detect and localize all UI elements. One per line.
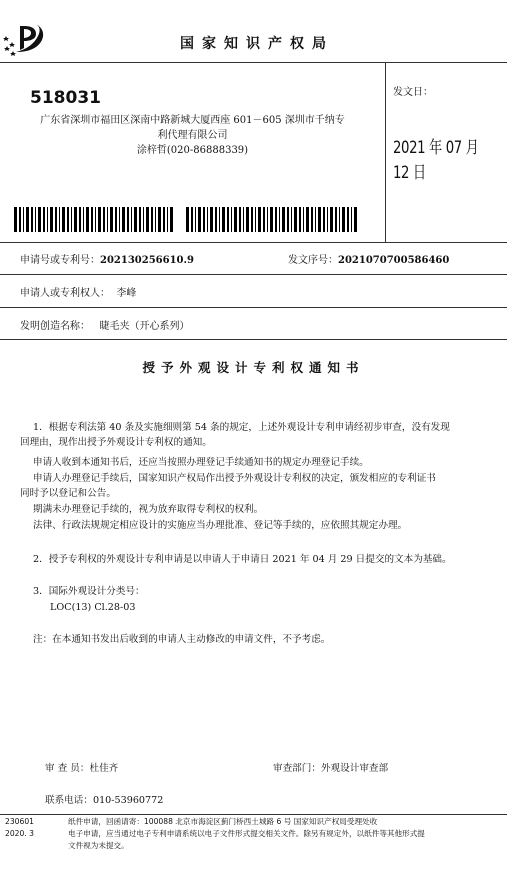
app-no-label: 申请号或专利号： <box>20 255 100 266</box>
cnipa-logo-icon <box>2 22 46 58</box>
footer-line-2: 电子申请，应当通过电子专利申请系统以电子文件形式提交相关文件。除另有规定外，以纸件等其他形式提 <box>68 829 425 838</box>
dispatch-date: 2021 年 07 月 12 日 <box>393 138 479 183</box>
para-1-line-6: 期满未办理登记手续的，视为放弃取得专利权的权利。 <box>33 504 264 515</box>
fields-bottom-divider <box>0 339 507 340</box>
para-2: 2．授予专利权的外观设计专利申请是以申请人于申请日 2021 年 04 月 29 日提交的文本为基础。 <box>33 554 452 565</box>
fields-divider-2 <box>0 307 507 308</box>
para-1-line-1: 1．根据专利法第 40 条及实施细则第 54 条的规定，上述外观设计专利申请经初步审查，没有发现 <box>33 422 450 433</box>
para-1-line-5: 同时予以登记和公告。 <box>20 488 116 499</box>
para-3: 3．国际外观设计分类号： <box>33 586 145 597</box>
app-no-field <box>20 251 194 266</box>
creation-label: 发明创造名称： <box>20 321 90 332</box>
examiner-phone: 联系电话：010-53960772 <box>45 795 164 806</box>
note: 注：在本通知书发出后收到的申请人主动修改的申请文件，不予考虑。 <box>33 634 331 645</box>
creation-value: 睫毛夹（开心系列） <box>99 321 190 332</box>
para-1-line-7: 法律、行政法规规定相应设计的实施应当办理批准、登记等手续的，应依照其规定办理。 <box>33 520 408 531</box>
creation-field <box>20 317 190 332</box>
footer-code-1: 230601 <box>5 817 34 826</box>
postcode: 518031 <box>30 88 101 108</box>
barcode-left <box>14 207 176 232</box>
serial-label: 发文序号： <box>288 255 338 266</box>
header-divider <box>0 62 507 63</box>
footer-line-3: 文件视为未提交。 <box>68 841 129 850</box>
serial-field <box>288 251 449 266</box>
fields-divider-1 <box>0 274 507 275</box>
dispatch-date-label: 发文日： <box>393 87 433 98</box>
para-1-line-2: 回理由，现作出授予外观设计专利权的通知。 <box>20 437 212 448</box>
footer-line-1: 纸件申请，回函请寄：100088 北京市海淀区蓟门桥西土城路 6 号 国家知识产权局受理处收 <box>68 817 378 826</box>
addressee-contact: 涂梓哲(020-86888339) <box>136 145 249 156</box>
notice-title: 授予外观设计专利权通知书 <box>142 360 365 375</box>
office-name: 国家知识产权局 <box>180 36 334 52</box>
loc-classification: LOC(13) Cl.28-03 <box>50 602 136 613</box>
examiner-name: 审 查 员：杜佳齐 <box>45 763 119 774</box>
examiner-dept: 审查部门：外观设计审查部 <box>273 763 389 774</box>
addressee-address <box>20 113 365 158</box>
footer-code-2: 2020. 3 <box>5 829 34 838</box>
barcode-right <box>186 207 358 232</box>
para-1-line-3: 申请人收到本通知书后，还应当按照办理登记手续通知书的规定办理登记手续。 <box>33 457 369 468</box>
app-no-value: 202130256610.9 <box>100 255 194 266</box>
serial-value: 2021070700586460 <box>338 255 450 266</box>
applicant-field <box>20 284 136 299</box>
address-line-2: 利代理有限公司 <box>157 130 228 141</box>
footer-divider <box>0 814 507 815</box>
para-1-line-4: 申请人办理登记手续后，国家知识产权局作出授予外观设计专利权的决定，颁发相应的专利证书 <box>33 473 436 484</box>
fields-top-divider <box>0 242 507 243</box>
applicant-label: 申请人或专利权人： <box>20 288 110 299</box>
address-line-1: 广东省深圳市福田区深南中路新城大厦西座 601－605 深圳市千纳专 <box>40 115 345 126</box>
dispatch-divider <box>385 62 386 242</box>
applicant-value: 李峰 <box>116 288 137 299</box>
